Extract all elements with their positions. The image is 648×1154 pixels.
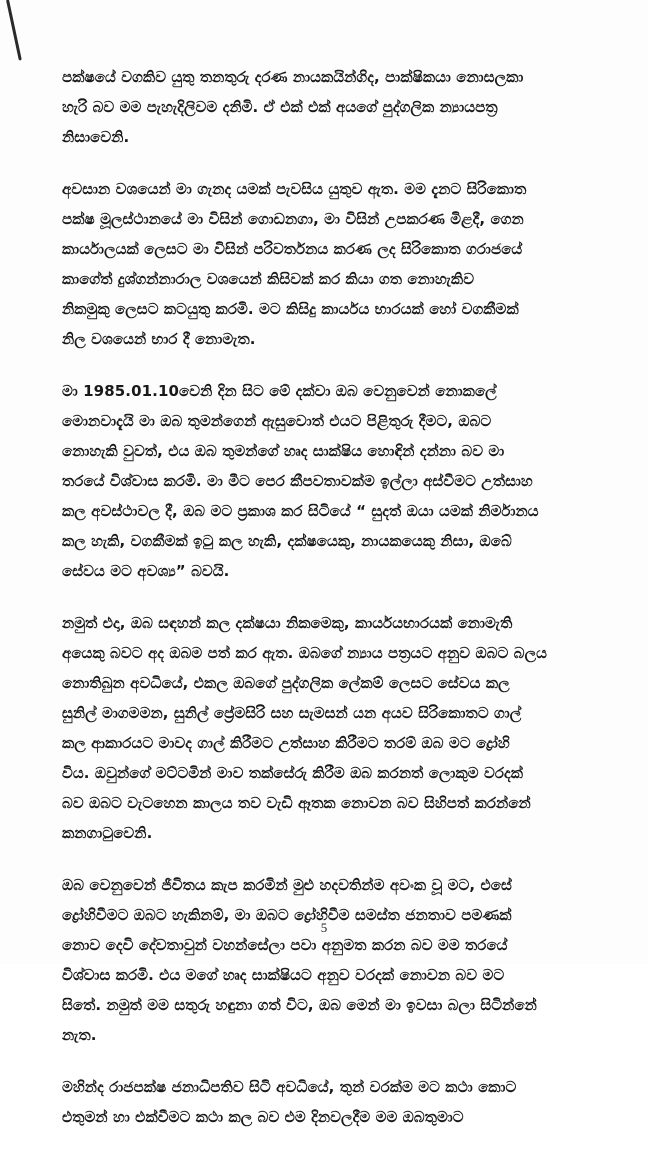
text-line: අවසාන වශයෙන් මා ගැනද යමක් පැවසිය යුතුව ඇත. මම දැනට සිරිකොත — [62, 180, 527, 198]
text-line: ද්‍රෝහිවීමට ඔබට හැකිනම්, මා ඔබට ද්‍රෝහිවීම සමස්ත ජනතාව පමණක් — [62, 906, 512, 924]
paragraph-2 — [62, 174, 592, 354]
paragraph-6 — [62, 1072, 592, 1132]
text-line: නොහැකි වුවත්, එය ඔබ තුමන්ගේ හෘද සාක්ෂිය හොඳින් දන්නා බව මා — [62, 442, 505, 460]
text-line: බව ඔබට වැටහෙන කාලය තව වැඩි ඈතක නොවන බව සිහිපත් කරන්නේ — [62, 794, 531, 812]
text-line: නිකමුකු ලෙසට කටයුතු කරමි. මට කිසිදු කාර්යය භාරයක් හෝ වගකීමක් — [62, 300, 519, 318]
text-line: මහින්ද රාජපක්ෂ ජනාධිපතිව සිටි අවධියේ, තුන් වරක්ම මට කථා කොට — [62, 1078, 517, 1096]
paragraph-5 — [62, 870, 592, 1050]
text-line: නොව දෙවි දේවතාවුන් වහන්සේලා පවා අනුමත කරන බව මම තරයේ — [62, 936, 508, 954]
text-line: නොතිබුන අවධියේ, එකල ඔබගේ පුද්ගලික ලේකම් ලෙසට සේවය කල — [62, 674, 510, 692]
text-line: නමුත් එදා, ඔබ සඳහන් කල දක්ෂයා නිකමෙකු, කාර්යයභාරයක් නොමැති — [62, 614, 513, 632]
text-line: සිතේ. නමුත් මම සතුරු හඳුනා ගත් විට, ඔබ මෙන් මා ඉවසා බලා සිටින්නේ — [62, 996, 537, 1014]
document-body — [62, 62, 592, 1154]
text-line: විශ්වාස කරමි. එය මගේ හෘද සාක්ෂියට අනුව වරදක් නොවන බව මට — [62, 966, 505, 984]
text-line: මා 1985.01.10වෙනි දින සිට මේ දක්වා ඔබ වෙනුවෙන් නොකලේ — [62, 382, 497, 400]
text-line: කාර්යාලයක් ලෙසට මා විසින් පරිවර්තනය කරණ ලද සිරිකොත ගරාජයේ — [62, 240, 523, 258]
text-line: පක්ෂයේ වගකිව යුතු තනතුරු දරණ නායකයින්ගිද, පාක්ෂිකයා නොසලකා — [62, 68, 524, 86]
margin-pen-mark — [6, 0, 22, 61]
text-line: සුනිල් මාගමමන, සුනිල් ප්‍රේමසිරි සහ සැමසන් යන අයව සිරිකොතට ගාල් — [62, 704, 522, 722]
text-line: එතුමන් හා එක්වීමට කථා කල බව එම දිනවලදීම මම ඔබතුමාට — [62, 1108, 464, 1126]
page-number: 5 — [320, 920, 328, 935]
text-line: කල ආකාරයට මාවද ගාල් කිරීමට උත්සාහ කිරීමට තරම් ඔබ මට ද්‍රෝහි — [62, 734, 510, 752]
text-line: තරයේ විශ්වාස කරමි. මා මීට පෙර කීපවතාවක්ම ඉල්ලා අස්වීමට උත්සාහ — [62, 472, 533, 490]
text-line: විය. ඔවුන්ගේ මට්ටමින් මාව තක්සේරු කිරීම ඔබ කරනත් ලොකුම වරදක් — [62, 764, 524, 782]
text-line: කනගාටුවෙනි. — [62, 824, 153, 842]
text-line: පක්ෂ මූලස්ථානයේ මා විසින් ගොඩනගා, මා විසින් උපකරණ මිළදී, ගෙන — [62, 210, 524, 228]
text-line: කල හැකි, වගකීමක් ඉටු කල හැකි, දක්ෂයෙකු, නායකයෙකු නිසා, ඔබේ — [62, 532, 512, 550]
text-line: නිසාවෙනි. — [62, 128, 130, 146]
text-line: කාගේත් දුශ්ගන්නාරාල වශයෙන් කිසිවක් කර කියා ගත නොහැකිව — [62, 270, 475, 288]
text-line: හැරි බව මම පැහැදිලිවම දනිමි. ඒ එක් එක් අයගේ පුද්ගලික න්‍යායපත්‍ර — [62, 98, 498, 116]
text-line: නිල වශයෙන් භාර දී නොමැත. — [62, 330, 256, 348]
text-line: නැත. — [62, 1026, 97, 1044]
paragraph-4 — [62, 608, 592, 848]
paragraph-3 — [62, 376, 592, 586]
text-line: අයෙකු බවට අද ඔබම පත් කර ඇත. ඔබගේ න්‍යාය පත්‍රයට අනුව ඔබට බලය — [62, 644, 548, 662]
paragraph-1 — [62, 62, 592, 152]
text-line: ඔබ වෙනුවෙන් ජීවිතය කැප කරමින් මුළු හදවතින්ම අවංක වූ මට, එසේ — [62, 876, 512, 894]
text-line: කල අවස්ථාවල දී, ඔබ මට ප්‍රකාශ කර සිටියේ “ සුදත් ඔයා යමක් නිර්මානය — [62, 502, 539, 520]
text-line: මොනවාදැයි මා ඔබ තුමන්ගෙන් ඇසුවොත් එයට පිළිතුරු දීමට, ඔබට — [62, 412, 492, 430]
text-line: සේවය මට අවශ්‍ය” බවයි. — [62, 562, 230, 580]
